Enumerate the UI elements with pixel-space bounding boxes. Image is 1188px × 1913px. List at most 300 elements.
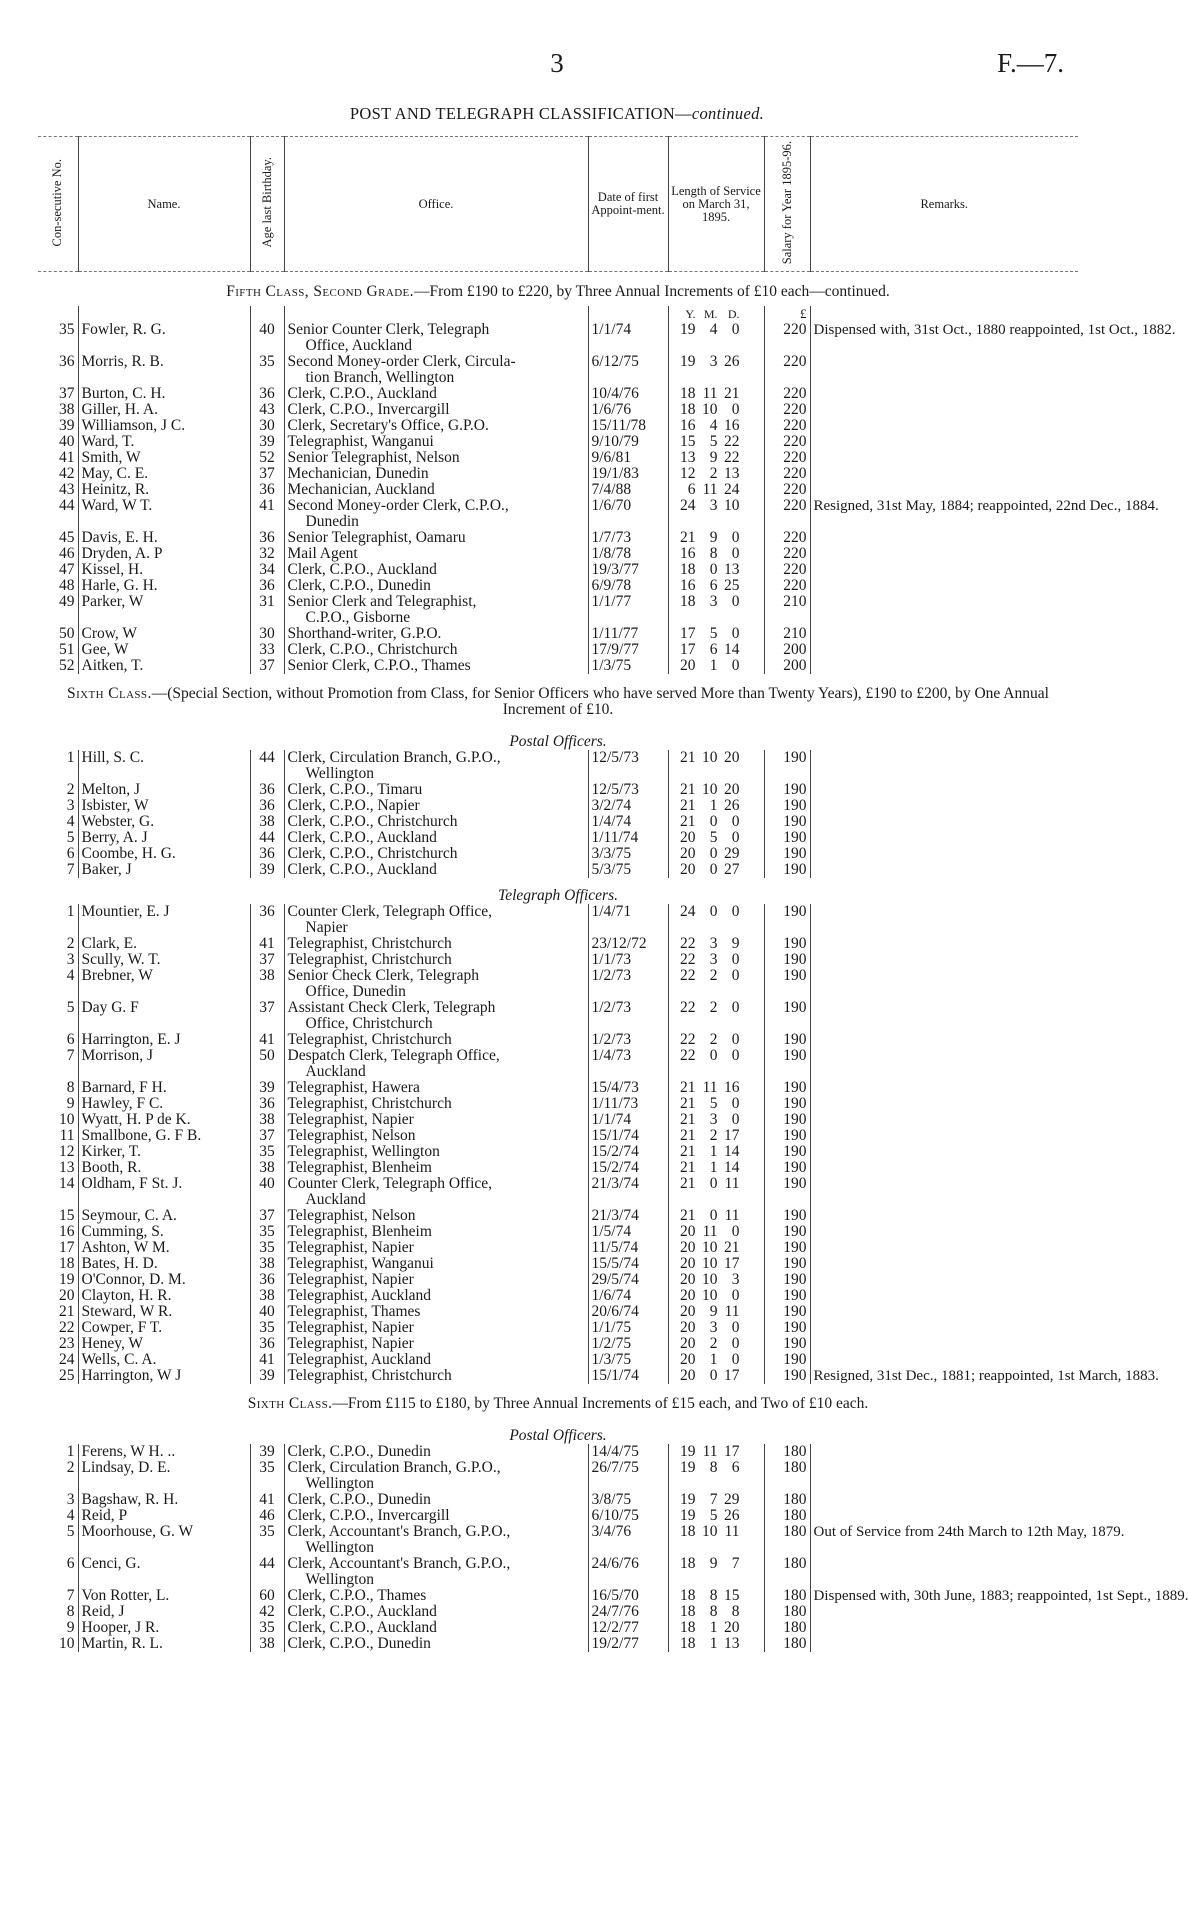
employee-age: 32 xyxy=(250,546,284,562)
employee-age: 35 xyxy=(250,1524,284,1556)
appointment-date: 5/3/75 xyxy=(588,862,668,878)
appointment-date: 1/8/78 xyxy=(588,546,668,562)
consecutive-no: 43 xyxy=(59,481,75,499)
employee-name: Dryden, A. P xyxy=(78,546,250,562)
service-days: 25 xyxy=(724,577,740,595)
employee-office xyxy=(284,1492,588,1508)
service-length xyxy=(668,1336,764,1352)
consecutive-no: 9 xyxy=(66,1619,75,1637)
service-days: 3 xyxy=(731,1271,740,1289)
consecutive-no: 41 xyxy=(59,449,75,467)
service-days: 8 xyxy=(731,1603,740,1621)
service-months: 2 xyxy=(709,967,718,985)
office-line-1: Telegraphist, Christchurch xyxy=(287,1095,452,1113)
service-years: 13 xyxy=(680,449,696,467)
employee-age: 36 xyxy=(250,1272,284,1288)
service-length xyxy=(668,594,764,626)
service-length xyxy=(668,354,764,386)
employee-office xyxy=(284,1240,588,1256)
service-years: 20 xyxy=(680,1351,696,1369)
employee-office xyxy=(284,466,588,482)
employee-office xyxy=(284,1368,588,1384)
salary: 220 xyxy=(764,322,810,354)
service-days: 0 xyxy=(731,321,740,339)
office-line-1: Telegraphist, Napier xyxy=(287,1239,414,1257)
employee-name: Cenci, G. xyxy=(78,1556,250,1588)
remarks xyxy=(810,904,1078,936)
office-line-1: Clerk, C.P.O., Auckland xyxy=(287,829,437,847)
employee-office xyxy=(284,862,588,878)
consecutive-no: 21 xyxy=(59,1303,75,1321)
employee-age: 36 xyxy=(250,386,284,402)
col-header-salary: Salary for Year 1895-96. xyxy=(764,137,810,272)
service-months: 1 xyxy=(709,1159,718,1177)
employee-office xyxy=(284,1320,588,1336)
salary: 190 xyxy=(764,1368,810,1384)
table-row xyxy=(38,626,1078,642)
col-header-date: Date of first Appoint-ment. xyxy=(588,137,668,272)
service-length xyxy=(668,658,764,674)
office-line-2: Wellington xyxy=(305,1475,374,1493)
service-length xyxy=(668,434,764,450)
consecutive-no: 18 xyxy=(59,1255,75,1273)
service-days: 0 xyxy=(731,903,740,921)
service-length xyxy=(668,1096,764,1112)
consecutive-no: 11 xyxy=(59,1127,75,1145)
employee-name: Clayton, H. R. xyxy=(78,1288,250,1304)
salary: 190 xyxy=(764,952,810,968)
service-years: 17 xyxy=(680,641,696,659)
appointment-date: 15/2/74 xyxy=(588,1144,668,1160)
units-blank xyxy=(588,306,668,322)
salary: 200 xyxy=(764,642,810,658)
appointment-date: 9/10/79 xyxy=(588,434,668,450)
employee-name: Davis, E. H. xyxy=(78,530,250,546)
service-years: 19 xyxy=(680,321,696,339)
service-years: 18 xyxy=(680,561,696,579)
service-length xyxy=(668,642,764,658)
consecutive-no: 52 xyxy=(59,657,75,675)
units-blank xyxy=(810,306,1078,322)
table-row xyxy=(38,1000,1078,1032)
remarks xyxy=(810,782,1078,798)
service-length xyxy=(668,830,764,846)
table-row xyxy=(38,1524,1078,1556)
office-line-1: Clerk, C.P.O., Christchurch xyxy=(287,845,458,863)
employee-name: Seymour, C. A. xyxy=(78,1208,250,1224)
consecutive-no: 44 xyxy=(59,497,75,515)
remarks xyxy=(810,402,1078,418)
employee-office xyxy=(284,814,588,830)
table-row xyxy=(38,1336,1078,1352)
employee-name: Ward, T. xyxy=(78,434,250,450)
employee-name: Kissel, H. xyxy=(78,562,250,578)
consecutive-no: 1 xyxy=(66,749,75,767)
employee-office xyxy=(284,1556,588,1588)
remarks xyxy=(810,562,1078,578)
section-heading-row xyxy=(38,272,1078,307)
service-length xyxy=(668,1524,764,1556)
service-days: 0 xyxy=(731,625,740,643)
service-length xyxy=(668,952,764,968)
salary: 190 xyxy=(764,1352,810,1368)
service-months: 0 xyxy=(709,813,718,831)
employee-office xyxy=(284,498,588,530)
service-months: 5 xyxy=(709,829,718,847)
section-heading-class: Sixth Class. xyxy=(67,685,152,703)
service-days: 0 xyxy=(731,529,740,547)
salary: 190 xyxy=(764,1208,810,1224)
office-line-1: Clerk, C.P.O., Thames xyxy=(287,1587,427,1605)
salary: 220 xyxy=(764,402,810,418)
employee-name: Berry, A. J xyxy=(78,830,250,846)
office-line-1: Clerk, C.P.O., Dunedin xyxy=(287,1491,431,1509)
remarks xyxy=(810,1080,1078,1096)
consecutive-no: 1 xyxy=(66,903,75,921)
employee-age: 43 xyxy=(250,402,284,418)
office-line-1: Telegraphist, Wellington xyxy=(287,1143,440,1161)
office-line-1: Clerk, Circulation Branch, G.P.O., xyxy=(287,749,501,767)
remarks xyxy=(810,1508,1078,1524)
salary: 190 xyxy=(764,1320,810,1336)
table-row xyxy=(38,846,1078,862)
remarks xyxy=(810,1304,1078,1320)
employee-age: 36 xyxy=(250,798,284,814)
employee-office xyxy=(284,1144,588,1160)
service-months: 2 xyxy=(709,1335,718,1353)
office-line-1: Telegraphist, Napier xyxy=(287,1335,414,1353)
table-row xyxy=(38,1144,1078,1160)
service-months: 0 xyxy=(709,1367,718,1385)
employee-name: Martin, R. L. xyxy=(78,1636,250,1652)
office-line-1: Clerk, C.P.O., Auckland xyxy=(287,1603,437,1621)
employee-name: Crow, W xyxy=(78,626,250,642)
service-length xyxy=(668,562,764,578)
consecutive-no: 42 xyxy=(59,465,75,483)
service-days: 0 xyxy=(731,593,740,611)
service-days: 17 xyxy=(724,1255,740,1273)
employee-age: 36 xyxy=(250,782,284,798)
service-years: 18 xyxy=(680,385,696,403)
employee-name: Baker, J xyxy=(78,862,250,878)
salary: 190 xyxy=(764,1176,810,1208)
office-line-2: Auckland xyxy=(305,1191,366,1209)
salary: 190 xyxy=(764,904,810,936)
office-line-1: Telegraphist, Christchurch xyxy=(287,935,452,953)
service-years: 21 xyxy=(680,1207,696,1225)
employee-office xyxy=(284,402,588,418)
service-months: 11 xyxy=(702,1079,718,1097)
employee-name: Bagshaw, R. H. xyxy=(78,1492,250,1508)
employee-name: Day G. F xyxy=(78,1000,250,1032)
employee-age: 44 xyxy=(250,750,284,782)
salary: 180 xyxy=(764,1492,810,1508)
salary: 190 xyxy=(764,1288,810,1304)
employee-age: 39 xyxy=(250,434,284,450)
section-heading-class: Fifth Class, Second Grade. xyxy=(226,283,414,301)
consecutive-no: 16 xyxy=(59,1223,75,1241)
employee-age: 41 xyxy=(250,1492,284,1508)
service-years: 22 xyxy=(680,951,696,969)
table-row xyxy=(38,1240,1078,1256)
table-row xyxy=(38,1256,1078,1272)
salary: 190 xyxy=(764,1032,810,1048)
remarks xyxy=(810,936,1078,952)
service-years: 24 xyxy=(680,497,696,515)
consecutive-no: 7 xyxy=(66,861,75,879)
service-months: 0 xyxy=(709,1207,718,1225)
service-months: 11 xyxy=(702,1443,718,1461)
remarks xyxy=(810,578,1078,594)
service-months: 5 xyxy=(709,1095,718,1113)
salary: 180 xyxy=(764,1460,810,1492)
remarks xyxy=(810,1444,1078,1460)
remarks xyxy=(810,1160,1078,1176)
col-header-no: Con-secutive No. xyxy=(38,137,78,272)
employee-age: 37 xyxy=(250,952,284,968)
employee-office xyxy=(284,968,588,1000)
service-days: 14 xyxy=(724,641,740,659)
employee-name: Booth, R. xyxy=(78,1160,250,1176)
appointment-date: 15/4/73 xyxy=(588,1080,668,1096)
employee-office xyxy=(284,830,588,846)
office-line-1: Senior Telegraphist, Nelson xyxy=(287,449,460,467)
consecutive-no: 36 xyxy=(59,353,75,371)
salary: 190 xyxy=(764,814,810,830)
service-length xyxy=(668,450,764,466)
salary: 220 xyxy=(764,530,810,546)
employee-age: 30 xyxy=(250,418,284,434)
service-length xyxy=(668,1256,764,1272)
consecutive-no: 15 xyxy=(59,1207,75,1225)
employee-age: 35 xyxy=(250,1460,284,1492)
service-years: 19 xyxy=(680,353,696,371)
appointment-date: 14/4/75 xyxy=(588,1444,668,1460)
unit-years: Y. xyxy=(685,307,696,322)
consecutive-no: 5 xyxy=(66,1523,75,1541)
service-days: 0 xyxy=(731,951,740,969)
employee-office xyxy=(284,354,588,386)
remarks xyxy=(810,814,1078,830)
employee-office xyxy=(284,1460,588,1492)
consecutive-no: 10 xyxy=(59,1111,75,1129)
consecutive-no: 9 xyxy=(66,1095,75,1113)
service-length xyxy=(668,1000,764,1032)
employee-age: 35 xyxy=(250,1320,284,1336)
employee-age: 37 xyxy=(250,658,284,674)
employee-office xyxy=(284,1288,588,1304)
employee-office xyxy=(284,952,588,968)
office-line-1: Telegraphist, Nelson xyxy=(287,1127,416,1145)
appointment-date: 12/5/73 xyxy=(588,750,668,782)
office-line-1: Senior Check Clerk, Telegraph xyxy=(287,967,479,985)
remarks xyxy=(810,846,1078,862)
employee-age: 41 xyxy=(250,936,284,952)
salary: 190 xyxy=(764,1144,810,1160)
consecutive-no: 4 xyxy=(66,967,75,985)
appointment-date: 15/11/78 xyxy=(588,418,668,434)
service-years: 20 xyxy=(680,1319,696,1337)
appointment-date: 1/1/74 xyxy=(588,1112,668,1128)
office-line-1: Telegraphist, Blenheim xyxy=(287,1223,432,1241)
service-years: 20 xyxy=(680,861,696,879)
employee-office xyxy=(284,322,588,354)
employee-age: 36 xyxy=(250,904,284,936)
service-length xyxy=(668,1048,764,1080)
service-years: 17 xyxy=(680,625,696,643)
remarks xyxy=(810,1320,1078,1336)
consecutive-no: 38 xyxy=(59,401,75,419)
service-length xyxy=(668,798,764,814)
employee-name: Mountier, E. J xyxy=(78,904,250,936)
remarks xyxy=(810,386,1078,402)
units-length xyxy=(668,306,764,322)
office-line-1: Clerk, C.P.O., Dunedin xyxy=(287,1635,431,1653)
section-heading xyxy=(38,1384,1078,1418)
employee-name: Brebner, W xyxy=(78,968,250,1000)
employee-age: 36 xyxy=(250,1096,284,1112)
salary: 190 xyxy=(764,1096,810,1112)
employee-name: Gee, W xyxy=(78,642,250,658)
employee-office xyxy=(284,1032,588,1048)
service-years: 20 xyxy=(680,829,696,847)
classification-table xyxy=(38,136,1188,1653)
table-row xyxy=(38,1352,1078,1368)
service-years: 15 xyxy=(680,433,696,451)
employee-office xyxy=(284,658,588,674)
employee-office xyxy=(284,1128,588,1144)
service-months: 1 xyxy=(709,1143,718,1161)
service-length xyxy=(668,782,764,798)
office-line-2: Wellington xyxy=(305,1571,374,1589)
appointment-date: 6/12/75 xyxy=(588,354,668,386)
employee-age: 41 xyxy=(250,498,284,530)
service-years: 20 xyxy=(680,845,696,863)
subsection-heading-row xyxy=(38,724,1078,750)
service-days: 13 xyxy=(724,1635,740,1653)
employee-age: 37 xyxy=(250,1208,284,1224)
employee-office xyxy=(284,1604,588,1620)
service-months: 8 xyxy=(709,545,718,563)
service-months: 10 xyxy=(702,1239,718,1257)
section-heading xyxy=(38,674,1078,724)
employee-age: 35 xyxy=(250,354,284,386)
service-months: 3 xyxy=(709,935,718,953)
consecutive-no: 23 xyxy=(59,1335,75,1353)
service-length xyxy=(668,1272,764,1288)
employee-office xyxy=(284,1588,588,1604)
appointment-date: 1/3/75 xyxy=(588,1352,668,1368)
remarks: Dispensed with, 30th June, 1883; reappointed, 1st Sept., 1889. xyxy=(813,1588,1188,1605)
appointment-date: 12/5/73 xyxy=(588,782,668,798)
employee-name: Morrison, J xyxy=(78,1048,250,1080)
appointment-date: 21/3/74 xyxy=(588,1208,668,1224)
table-row xyxy=(38,968,1078,1000)
service-days: 17 xyxy=(724,1443,740,1461)
consecutive-no: 1 xyxy=(66,1443,75,1461)
employee-office xyxy=(284,530,588,546)
employee-age: 39 xyxy=(250,1080,284,1096)
employee-office xyxy=(284,1080,588,1096)
appointment-date: 11/5/74 xyxy=(588,1240,668,1256)
office-line-1: Mechanician, Dunedin xyxy=(287,465,429,483)
subsection-heading-row xyxy=(38,878,1078,904)
table-row xyxy=(38,482,1078,498)
salary: 190 xyxy=(764,1080,810,1096)
service-days: 27 xyxy=(724,861,740,879)
table-row xyxy=(38,1080,1078,1096)
service-days: 26 xyxy=(724,797,740,815)
remarks xyxy=(810,1240,1078,1256)
remarks xyxy=(810,626,1078,642)
service-length xyxy=(668,1492,764,1508)
employee-name: Ashton, W M. xyxy=(78,1240,250,1256)
remarks xyxy=(810,952,1078,968)
office-line-1: Telegraphist, Wanganui xyxy=(287,1255,434,1273)
employee-name: Harle, G. H. xyxy=(78,578,250,594)
remarks xyxy=(810,968,1078,1000)
service-length xyxy=(668,1604,764,1620)
unit-salary: £ xyxy=(764,306,810,322)
remarks xyxy=(810,862,1078,878)
employee-office xyxy=(284,434,588,450)
appointment-date: 17/9/77 xyxy=(588,642,668,658)
office-line-1: Mechanician, Auckland xyxy=(287,481,435,499)
employee-name: Ward, W T. xyxy=(78,498,250,530)
unit-months: M. xyxy=(703,307,718,322)
consecutive-no: 4 xyxy=(66,1507,75,1525)
service-months: 5 xyxy=(709,1507,718,1525)
service-length xyxy=(668,498,764,530)
table-row xyxy=(38,814,1078,830)
consecutive-no: 2 xyxy=(66,781,75,799)
service-length xyxy=(668,1224,764,1240)
table-row xyxy=(38,1032,1078,1048)
remarks xyxy=(810,1272,1078,1288)
service-months: 3 xyxy=(709,353,718,371)
table-row xyxy=(38,798,1078,814)
appointment-date: 6/10/75 xyxy=(588,1508,668,1524)
service-years: 21 xyxy=(680,797,696,815)
table-row xyxy=(38,1492,1078,1508)
employee-office xyxy=(284,1352,588,1368)
employee-age: 38 xyxy=(250,1112,284,1128)
service-years: 18 xyxy=(680,593,696,611)
service-days: 0 xyxy=(731,401,740,419)
remarks xyxy=(810,1492,1078,1508)
service-days: 29 xyxy=(724,845,740,863)
consecutive-no: 19 xyxy=(59,1271,75,1289)
consecutive-no: 20 xyxy=(59,1287,75,1305)
subsection-heading: Postal Officers. xyxy=(509,733,607,751)
subsection-heading: Postal Officers. xyxy=(509,1427,607,1445)
employee-name: Morris, R. B. xyxy=(78,354,250,386)
units-blank xyxy=(78,306,250,322)
salary: 180 xyxy=(764,1620,810,1636)
table-row xyxy=(38,642,1078,658)
employee-office xyxy=(284,1256,588,1272)
salary: 190 xyxy=(764,1240,810,1256)
office-line-2: Dunedin xyxy=(305,513,359,531)
salary: 190 xyxy=(764,1128,810,1144)
employee-name: Hill, S. C. xyxy=(78,750,250,782)
table-row xyxy=(38,1460,1078,1492)
office-line-1: Senior Counter Clerk, Telegraph xyxy=(287,321,490,339)
table-row xyxy=(38,782,1078,798)
office-line-1: Clerk, C.P.O., Auckland xyxy=(287,561,437,579)
service-length xyxy=(668,968,764,1000)
service-length xyxy=(668,1556,764,1588)
